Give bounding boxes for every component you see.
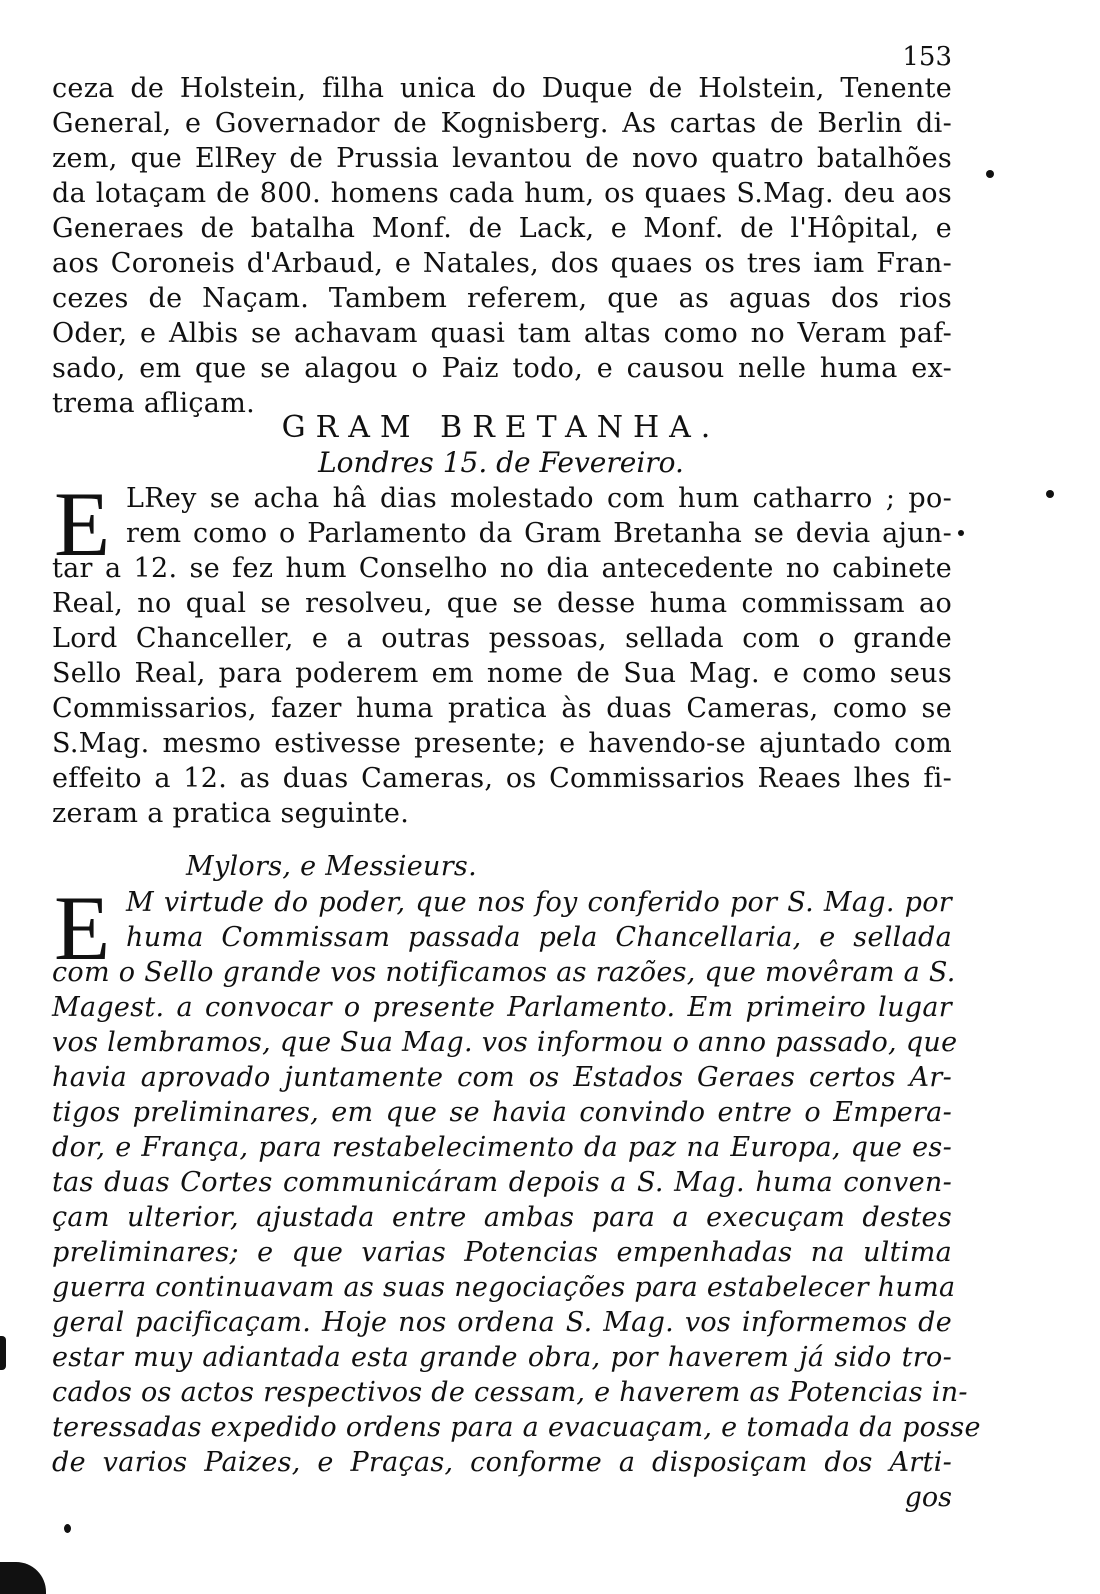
text-line: zem, que ElRey de Prussia levantou de novo quatro batalhões [52, 143, 952, 174]
text-line: guerra continuavam as suas negociações para estabelecer huma [52, 1272, 956, 1303]
scan-speck [64, 1524, 71, 1533]
text-line: LRey se acha hâ dias molestado com hum catharro ; po- [126, 483, 952, 514]
catchword: gos [904, 1482, 952, 1513]
text-line: Commissarios, fazer huma pratica às duas Cameras, como se [52, 693, 952, 724]
scan-speck [1046, 490, 1054, 498]
text-line: Magest. a convocar o presente Parlamento. Em primeiro lugar [52, 992, 952, 1023]
text-line: com o Sello grande vos notificamos as razões, que movêram a S. [52, 957, 956, 988]
text-line: Lord Chanceller, e a outras pessoas, sellada com o grande [52, 623, 952, 654]
text-line: çam ulterior, ajustada entre ambas para a execuçam destes [52, 1202, 952, 1233]
drop-cap: E [54, 473, 111, 575]
text-line: rem como o Parlamento da Gram Bretanha se devia ajun- [126, 518, 952, 549]
text-line: Oder, e Albis se achavam quasi tam altas como no Veram paf- [52, 318, 952, 349]
scan-corner-mark [0, 1562, 46, 1594]
text-line: trema afliçam. [52, 388, 255, 419]
text-line: Generaes de batalha Monf. de Lack, e Monf. de l'Hôpital, e [52, 213, 952, 244]
text-line: M virtude do poder, que nos foy conferido por S. Mag. por [126, 887, 952, 918]
text-line: cezes de Naçam. Tambem referem, que as aguas dos rios [52, 283, 952, 314]
text-line: Sello Real, para poderem em nome de Sua Mag. e como seus [52, 658, 952, 689]
text-line: estar muy adiantada esta grande obra, por haverem já sido tro- [52, 1342, 952, 1373]
scan-speck [986, 170, 994, 178]
text-line: Real, no qual se resolveu, que se desse huma commissam ao [52, 588, 952, 619]
text-line: S.Mag. mesmo estivesse presente; e havendo-se ajuntado com [52, 728, 952, 759]
text-line: preliminares; e que varias Potencias empenhadas na ultima [52, 1237, 952, 1268]
text-line: huma Commissam passada pela Chancellaria, e sellada [126, 922, 952, 953]
text-line: da lotaçam de 800. homens cada hum, os quaes S.Mag. deu aos [52, 178, 952, 209]
drop-cap: E [54, 877, 111, 979]
section-subheading: Londres 15. de Fevereiro. [318, 446, 684, 479]
scan-edge-mark [0, 1336, 6, 1370]
text-line: dor, e França, para restabelecimento da paz na Europa, que es- [52, 1132, 952, 1163]
scan-speck [958, 530, 964, 536]
section-heading: GRAM BRETANHA. [281, 410, 721, 445]
salutation: Mylors, e Messieurs. [186, 851, 477, 882]
text-line: havia aprovado juntamente com os Estados Geraes certos Ar- [52, 1062, 952, 1093]
text-line: tigos preliminares, em que se havia convindo entre o Empera- [52, 1097, 952, 1128]
text-line: zeram a pratica seguinte. [52, 798, 410, 829]
text-line: General, e Governador de Kognisberg. As cartas de Berlin di- [52, 108, 952, 139]
text-line: teressadas expedido ordens para a evacuaçam, e tomada da posse [52, 1412, 981, 1443]
text-line: tar a 12. se fez hum Conselho no dia antecedente no cabinete [52, 553, 952, 584]
text-line: aos Coroneis d'Arbaud, e Natales, dos quaes os tres iam Fran- [52, 248, 952, 279]
text-line: vos lembramos, que Sua Mag. vos informou o anno passado, que [52, 1027, 958, 1058]
text-line: sado, em que se alagou o Paiz todo, e causou nelle huma ex- [52, 353, 952, 384]
text-line: de varios Paizes, e Praças, conforme a disposiçam dos Arti- [52, 1447, 952, 1478]
text-line: tas duas Cortes communicáram depois a S. Mag. huma conven- [52, 1167, 952, 1198]
text-line: effeito a 12. as duas Cameras, os Commissarios Reaes lhes fi- [52, 763, 952, 794]
page-number: 153 [902, 42, 952, 72]
text-line: geral pacificaçam. Hoje nos ordena S. Mag. vos informemos de [52, 1307, 952, 1338]
text-line: cados os actos respectivos de cessam, e haverem as Potencias in- [52, 1377, 968, 1408]
text-line: ceza de Holstein, filha unica do Duque de Holstein, Tenente [52, 73, 952, 104]
